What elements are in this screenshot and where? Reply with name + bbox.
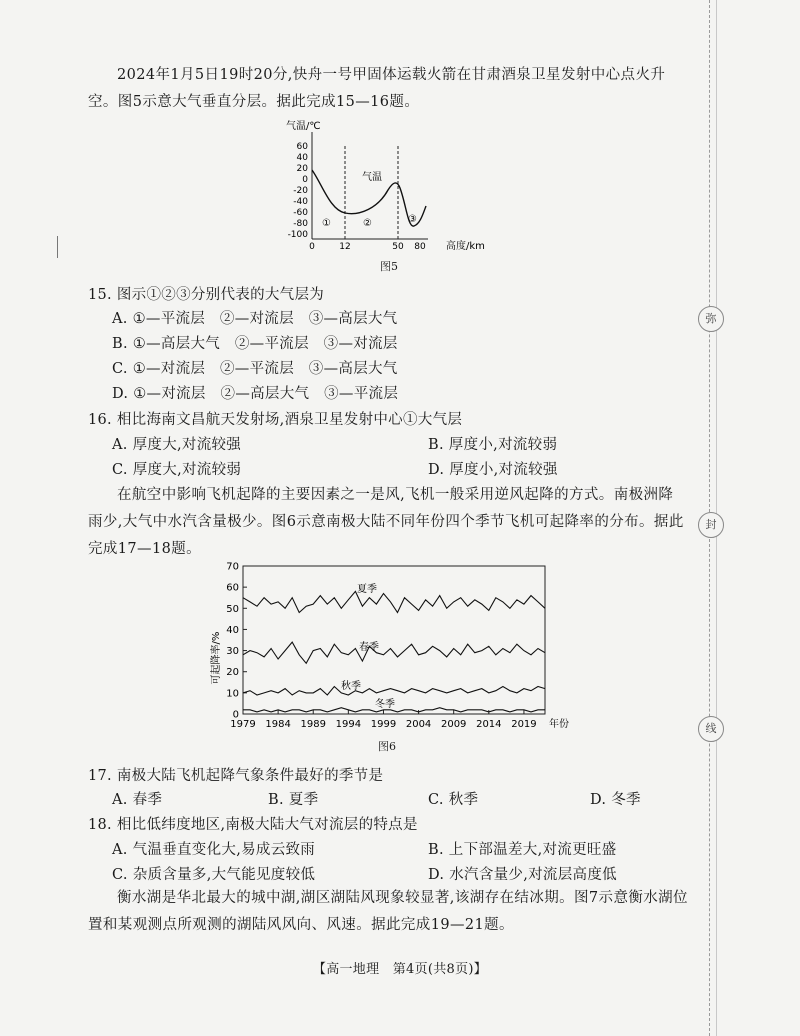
q17-option-b[interactable]: B. 夏季 <box>268 792 319 808</box>
fig5-layer-3-label: ③ <box>408 214 417 225</box>
fig5-ytick: 20 <box>296 164 308 174</box>
q16-option-b[interactable]: B. 厚度小,对流较弱 <box>428 437 558 453</box>
q16-option-d[interactable]: D. 厚度小,对流较强 <box>428 462 558 478</box>
fig6-xtick-label: 2004 <box>405 719 432 730</box>
q16-option-c[interactable]: C. 厚度大,对流较弱 <box>112 462 242 478</box>
q18-option-a[interactable]: A. 气温垂直变化大,易成云致雨 <box>112 842 316 858</box>
fig5-ytick: -100 <box>287 230 308 240</box>
fig5-ytick: 40 <box>296 153 308 163</box>
fig5-xtick: 80 <box>414 242 426 250</box>
q15-option-c[interactable]: C. ①—对流层 ②—平流层 ③—高层大气 <box>112 361 398 377</box>
fig5-y-ticks <box>288 142 309 240</box>
fig5-xtick: 50 <box>392 242 404 250</box>
q17-option-a[interactable]: A. 春季 <box>112 792 163 808</box>
fig6-xtick-label: 1979 <box>230 719 256 730</box>
margin-seal-xian: 线 <box>698 716 724 742</box>
passage-antarctic-flight: 在航空中影响飞机起降的主要因素之一是风,飞机一般采用逆风起降的方式。南极洲降雨少,大气中水汽含量极少。图6示意南极大陆不同年份四个季节飞机可起降率的分布。据此完成17—18题。 <box>88 487 684 557</box>
fig6-xtick-label: 2009 <box>440 719 467 730</box>
fig5-curve-label: 气温 <box>362 172 382 183</box>
q17-option-c[interactable]: C. 秋季 <box>428 792 479 808</box>
fig6-series-line-autumn <box>243 687 545 696</box>
fig6-xtick-label: 2014 <box>476 719 502 730</box>
fig5-xlabel: 高度/km <box>446 241 485 250</box>
fig6-xlabel: 年份 <box>549 719 569 730</box>
fig6-ytick-label: 40 <box>226 624 239 636</box>
q15-stem: 15. 图示①②③分别代表的大气层为 <box>88 287 325 303</box>
q16-stem: 16. 相比海南文昌航天发射场,酒泉卫星发射中心①大气层 <box>88 412 463 428</box>
passage-hengshui-lake: 衡水湖是华北最大的城中湖,湖区湖陆风现象较显著,该湖存在结冰期。图7示意衡水湖位置和某观测点所观测的湖陆风风向、风速。据此完成19—21题。 <box>88 890 688 933</box>
fig6-ytick-label: 10 <box>226 688 239 700</box>
passage-rocket-launch: 2024年1月5日19时20分,快舟一号甲固体运载火箭在甘肃酒泉卫星发射中心点火升空。图5示意大气垂直分层。据此完成15—16题。 <box>88 67 666 110</box>
q18-stem: 18. 相比低纬度地区,南极大陆大气对流层的特点是 <box>88 817 418 833</box>
fig6-series-line-summer <box>243 591 545 612</box>
figure-5-atmosphere-chart <box>280 118 500 250</box>
fig6-xtick-label: 1989 <box>300 719 326 730</box>
q15-option-d[interactable]: D. ①—对流层 ②—高层大气 ③—平流层 <box>112 386 399 402</box>
q15-option-b[interactable]: B. ①—高层大气 ②—平流层 ③—对流层 <box>112 336 398 352</box>
fig6-series-line-spring <box>243 642 545 663</box>
fig5-ytick: 0 <box>302 175 308 185</box>
fig5-caption: 图5 <box>380 260 398 273</box>
fig6-ytick-label: 60 <box>226 582 239 594</box>
q17-option-d[interactable]: D. 冬季 <box>590 792 641 808</box>
fig5-ytick: -80 <box>293 219 308 229</box>
fig6-xtick-label: 1984 <box>265 719 291 730</box>
fig6-ytick-label: 70 <box>226 561 239 573</box>
fig6-ytick-label: 50 <box>226 603 239 615</box>
q17-stem: 17. 南极大陆飞机起降气象条件最好的季节是 <box>88 768 384 784</box>
fig6-ytick-label: 0 <box>232 709 239 721</box>
fig5-ylabel: 气温/℃ <box>286 121 321 132</box>
fig6-label-spring: 春季 <box>359 642 379 653</box>
margin-seal-mi: 弥 <box>698 306 724 332</box>
margin-seal-feng: 封 <box>698 512 724 538</box>
fig5-layer-2-label: ② <box>363 218 372 229</box>
fig6-label-autumn: 秋季 <box>341 681 361 692</box>
fig6-label-summer: 夏季 <box>357 584 377 595</box>
fig6-xtick-label: 1999 <box>370 719 397 730</box>
fig5-layer-1-label: ① <box>322 218 331 229</box>
fig5-ytick: -40 <box>293 197 308 207</box>
q15-option-a[interactable]: A. ①—平流层 ②—对流层 ③—高层大气 <box>112 311 398 327</box>
fig5-xtick: 0 <box>309 242 315 250</box>
fig6-label-winter: 冬季 <box>375 699 395 710</box>
fig5-ytick: 60 <box>296 142 308 152</box>
fig6-ylabel: 可起降率/% <box>211 631 222 685</box>
q18-option-d[interactable]: D. 水汽含量少,对流层高度低 <box>428 867 617 883</box>
q18-option-c[interactable]: C. 杂质含量多,大气能见度较低 <box>112 867 316 883</box>
fig5-ytick: -20 <box>293 186 308 196</box>
page-footer: 【高一地理 第4页(共8页)】 <box>312 962 488 977</box>
fig6-xtick-label: 1994 <box>335 719 362 730</box>
q18-option-b[interactable]: B. 上下部温差大,对流更旺盛 <box>428 842 617 858</box>
fig6-ytick-label: 30 <box>226 646 239 658</box>
figure-6-takeoff-rate-chart <box>205 560 585 738</box>
fig5-xtick: 12 <box>339 242 351 250</box>
fig6-ytick-label: 20 <box>226 667 239 679</box>
q16-option-a[interactable]: A. 厚度大,对流较强 <box>112 437 242 453</box>
fig6-caption: 图6 <box>378 740 396 753</box>
fig5-ytick: -60 <box>293 208 308 218</box>
margin-tick-mark <box>57 236 58 258</box>
fig6-xtick-label: 2019 <box>511 719 537 730</box>
